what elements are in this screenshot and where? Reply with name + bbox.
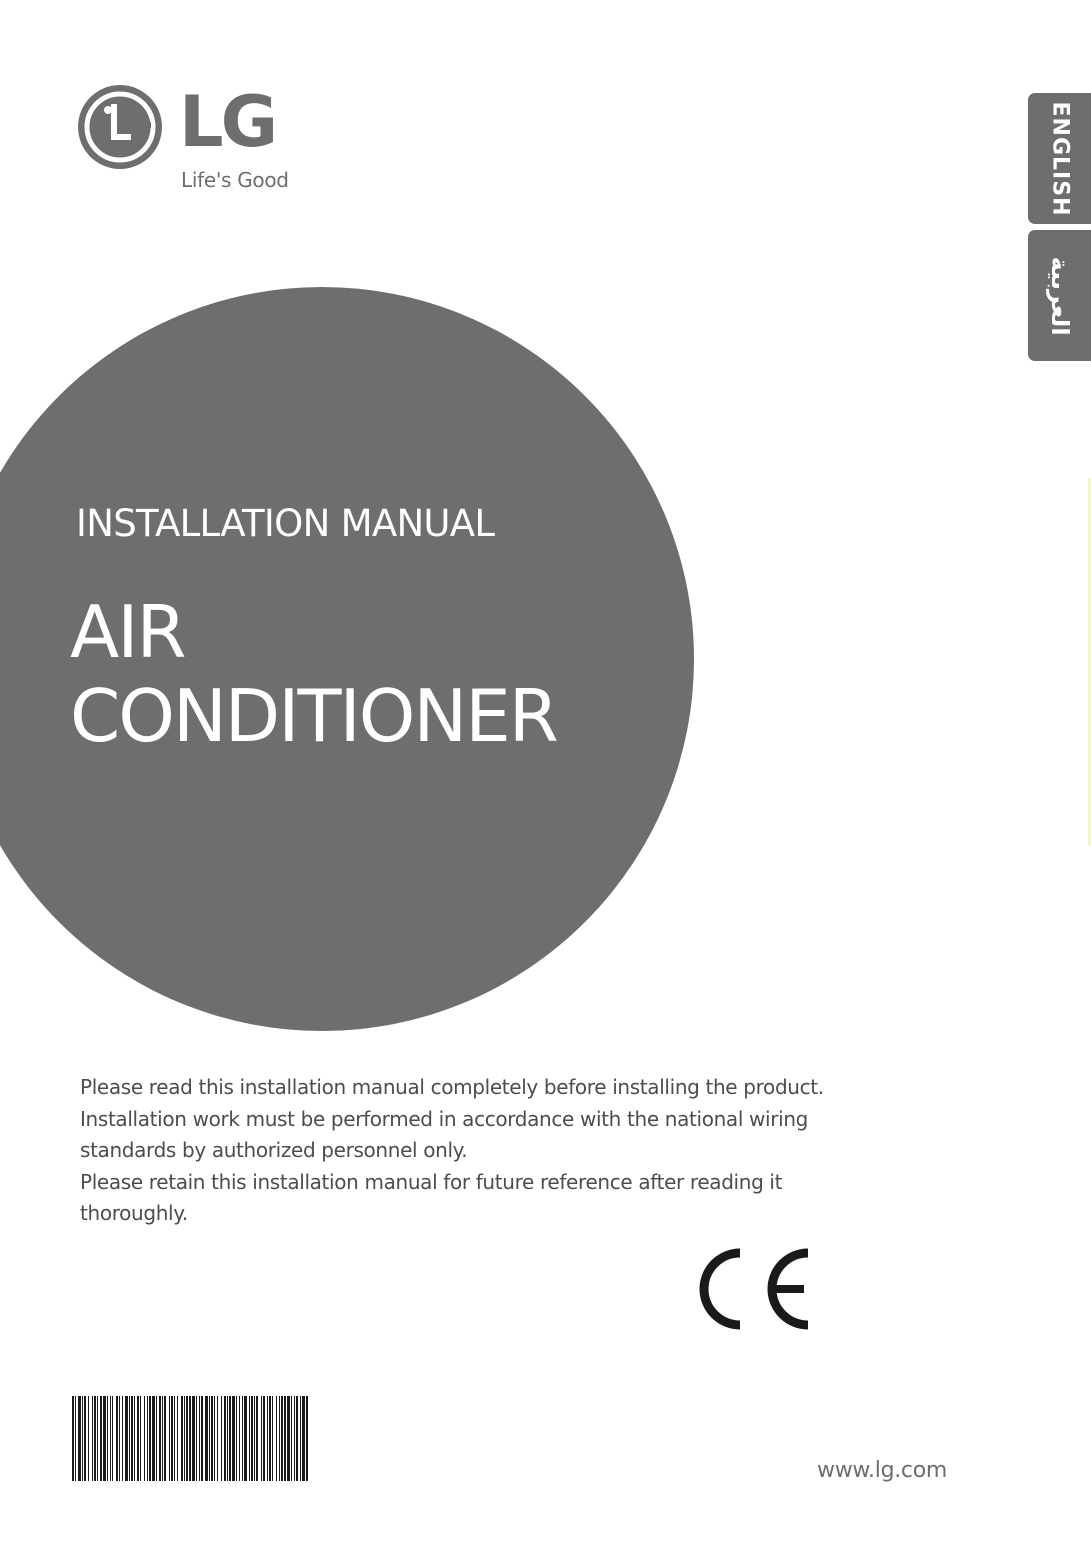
barcode-bar [134,1396,135,1481]
barcode-bar [287,1396,290,1481]
title-line-1: AIR [70,590,185,674]
barcode-bar [192,1396,195,1481]
barcode-bar [201,1396,203,1481]
barcode-bar [107,1396,108,1481]
notice-line: Please read this installation manual completely before installing the product. [80,1075,824,1099]
barcode-bar [199,1396,200,1481]
barcode-bar [122,1396,123,1481]
barcode-bar [88,1396,89,1481]
barcode-icon [72,1396,426,1481]
barcode-bar [171,1396,173,1481]
barcode-bar [209,1396,210,1481]
barcode-bar [276,1396,277,1481]
barcode-bar [184,1396,185,1481]
title-line-2: CONDITIONER [70,674,557,758]
tab-english[interactable] [1028,93,1091,224]
barcode-bar [224,1396,226,1481]
barcode-bar [261,1396,262,1481]
barcode-bar [232,1396,235,1481]
lg-logo [75,82,315,197]
barcode-bar [267,1396,268,1481]
barcode-bar [196,1396,197,1481]
page-title [70,590,557,758]
barcode-bar [144,1396,145,1481]
barcode-bar [131,1396,133,1481]
ce-mark-icon [696,1245,814,1333]
barcode-bar [174,1396,175,1481]
barcode-bar [164,1396,166,1481]
barcode-bar [72,1396,74,1481]
barcode-bar [205,1396,208,1481]
barcode-bar [236,1396,237,1481]
barcode-bar [97,1396,98,1481]
tab-arabic-label: العربية [1045,255,1074,336]
barcode-bar [186,1396,188,1481]
lg-face-logo-icon [75,82,165,172]
barcode-bar [256,1396,258,1481]
barcode-bar [119,1396,120,1481]
barcode-bar [211,1396,213,1481]
barcode-bar [103,1396,106,1481]
barcode-bar [189,1396,191,1481]
barcode-bar [302,1396,305,1481]
website-link[interactable]: www.lg.com [817,1458,948,1483]
barcode-bar [300,1396,301,1481]
barcode-bar [251,1396,253,1481]
barcode-bar [181,1396,183,1481]
barcode-bar [112,1396,113,1481]
barcode-bar [281,1396,283,1481]
barcode-bar [169,1396,170,1481]
barcode-bar [110,1396,111,1481]
barcode-bar [78,1396,81,1481]
barcode-bar [159,1396,161,1481]
brand-wordmark: LG [179,81,276,163]
tab-arabic[interactable] [1028,230,1091,361]
barcode-bar [279,1396,280,1481]
brand-slogan: Life's Good [181,168,289,192]
notice-paragraph [80,1072,900,1230]
manual-subtitle: INSTALLATION MANUAL [76,502,495,545]
barcode-bar [94,1396,96,1481]
barcode-bar [156,1396,157,1481]
barcode-bar [263,1396,265,1481]
barcode-bar [100,1396,102,1481]
barcode-bar [116,1396,118,1481]
barcode-bar [244,1396,247,1481]
tab-english-label: ENGLISH [1047,101,1072,216]
barcode-bar [239,1396,240,1481]
barcode-bar [140,1396,141,1481]
barcode-bar [249,1396,250,1481]
barcode-bar [272,1396,273,1481]
barcode-bar [254,1396,255,1481]
barcode-bar [296,1396,298,1481]
barcode-bar [75,1396,76,1481]
notice-line: Please retain this installation manual for future reference after reading it thoroughly. [80,1169,783,1225]
barcode-bar [84,1396,86,1481]
barcode-bar [82,1396,83,1481]
barcode-bar [294,1396,295,1481]
barcode-bar [125,1396,128,1481]
barcode-bar [291,1396,292,1481]
barcode-bar [137,1396,139,1481]
barcode-bar [92,1396,93,1481]
barcode-bar [149,1396,151,1481]
barcode-bar [217,1396,218,1481]
barcode-bar [147,1396,148,1481]
barcode-bar [152,1396,155,1481]
barcode-bar [229,1396,231,1481]
barcode-bar [214,1396,215,1481]
barcode-bar [162,1396,163,1481]
barcode-bar [242,1396,243,1481]
barcode-bar [269,1396,271,1481]
barcode-bar [284,1396,286,1481]
barcode-bar [227,1396,228,1481]
barcode-bar [177,1396,178,1481]
barcode-bar [221,1396,222,1481]
barcode-bar [306,1396,308,1481]
notice-line: Installation work must be performed in accordance with the national wiring standards by authorized personnel only. [80,1106,809,1162]
barcode-bar [129,1396,130,1481]
